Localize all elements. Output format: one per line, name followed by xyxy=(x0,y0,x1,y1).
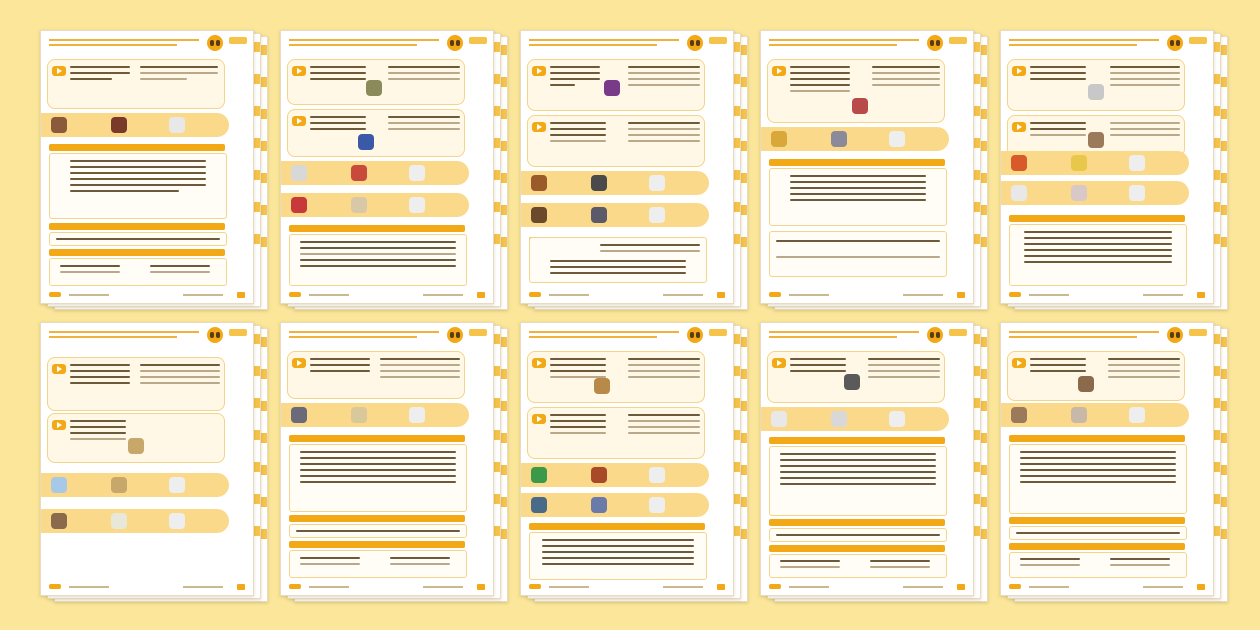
worksheet-front-page xyxy=(280,30,494,304)
page-number xyxy=(1197,584,1205,590)
play-icon xyxy=(532,414,546,424)
activity-block xyxy=(287,109,465,157)
worksheet-title xyxy=(529,38,679,46)
footer-logo xyxy=(289,292,301,297)
picture-icon xyxy=(591,467,607,483)
section-heading-bar xyxy=(289,541,465,548)
footer-text xyxy=(789,586,829,588)
picture-icon xyxy=(169,117,185,133)
section-heading-bar xyxy=(49,144,225,151)
page-tag xyxy=(229,37,247,44)
activity-block xyxy=(527,407,705,459)
page-number xyxy=(237,292,245,298)
footer-text xyxy=(549,586,589,588)
section-heading-bar xyxy=(1009,215,1185,222)
footer-logo xyxy=(769,584,781,589)
footer-text xyxy=(1143,586,1183,588)
worksheet-title xyxy=(769,330,919,338)
picture-word-row xyxy=(1001,181,1189,205)
play-icon xyxy=(292,358,306,368)
checklist-panel xyxy=(769,554,947,578)
footer-text xyxy=(789,294,829,296)
worksheet-stack-2[interactable] xyxy=(280,30,506,308)
twinkl-characters-logo xyxy=(1167,327,1183,343)
footer-logo xyxy=(289,584,301,589)
worksheet-title xyxy=(49,330,199,338)
picture-icon xyxy=(409,197,425,213)
picture-icon xyxy=(358,134,374,150)
play-icon xyxy=(1012,66,1026,76)
picture-word-row xyxy=(281,161,469,185)
play-icon xyxy=(52,420,66,430)
page-number xyxy=(1197,292,1205,298)
picture-icon xyxy=(1088,132,1104,148)
picture-icon xyxy=(291,407,307,423)
picture-word-row xyxy=(281,403,469,427)
picture-icon xyxy=(111,117,127,133)
picture-icon xyxy=(51,477,67,493)
play-icon xyxy=(52,66,66,76)
picture-icon xyxy=(591,497,607,513)
picture-icon xyxy=(594,378,610,394)
section-heading-bar xyxy=(769,437,945,444)
twinkl-characters-logo xyxy=(447,327,463,343)
twinkl-characters-logo xyxy=(447,35,463,51)
picture-icon xyxy=(649,467,665,483)
footer-logo xyxy=(49,292,61,297)
activity-block xyxy=(287,351,465,399)
reading-panel xyxy=(529,532,707,580)
picture-icon xyxy=(531,207,547,223)
section-heading-bar xyxy=(1009,543,1185,550)
picture-word-row xyxy=(761,407,949,431)
picture-icon xyxy=(1011,155,1027,171)
section-heading-bar xyxy=(289,515,465,522)
picture-icon xyxy=(591,207,607,223)
picture-icon xyxy=(351,407,367,423)
footer-logo xyxy=(529,584,541,589)
footer-logo xyxy=(1009,584,1021,589)
picture-icon xyxy=(771,131,787,147)
worksheet-title xyxy=(289,330,439,338)
footer-text xyxy=(423,586,463,588)
footer-logo xyxy=(49,584,61,589)
picture-icon xyxy=(1078,376,1094,392)
page-tag xyxy=(469,329,487,336)
section-heading-bar xyxy=(1009,517,1185,524)
section-heading-bar xyxy=(769,159,945,166)
page-tag xyxy=(709,329,727,336)
play-icon xyxy=(772,66,786,76)
picture-word-row xyxy=(281,193,469,217)
picture-icon xyxy=(831,411,847,427)
activity-block xyxy=(47,59,225,109)
picture-icon xyxy=(852,98,868,114)
picture-icon xyxy=(771,411,787,427)
reading-panel xyxy=(1009,444,1187,514)
section-heading-bar xyxy=(769,519,945,526)
checklist-panel xyxy=(1009,552,1187,578)
checklist-panel xyxy=(49,258,227,286)
page-tag xyxy=(949,329,967,336)
twinkl-characters-logo xyxy=(927,35,943,51)
picture-icon xyxy=(1071,407,1087,423)
footer-logo xyxy=(529,292,541,297)
section-heading-bar xyxy=(769,545,945,552)
reading-panel xyxy=(1009,224,1187,286)
worksheet-title xyxy=(529,330,679,338)
activity-block xyxy=(767,351,945,403)
footer-text xyxy=(549,294,589,296)
picture-icon xyxy=(409,407,425,423)
worksheet-front-page xyxy=(760,30,974,304)
picture-icon xyxy=(51,513,67,529)
reading-panel xyxy=(289,444,467,512)
page-number xyxy=(957,584,965,590)
picture-word-row xyxy=(41,509,229,533)
picture-icon xyxy=(128,438,144,454)
picture-icon xyxy=(169,513,185,529)
footer-text xyxy=(1029,586,1069,588)
footer-logo xyxy=(769,292,781,297)
picture-icon xyxy=(351,165,367,181)
page-number xyxy=(477,292,485,298)
activity-block xyxy=(1007,351,1185,401)
word-list-panel xyxy=(1009,526,1187,540)
play-icon xyxy=(52,364,66,374)
twinkl-characters-logo xyxy=(687,35,703,51)
reading-panel xyxy=(769,446,947,516)
picture-icon xyxy=(1071,185,1087,201)
play-icon xyxy=(532,66,546,76)
worksheet-title xyxy=(289,38,439,46)
twinkl-characters-logo xyxy=(1167,35,1183,51)
footer-text xyxy=(903,294,943,296)
word-list-panel xyxy=(289,524,467,538)
picture-icon xyxy=(531,467,547,483)
picture-icon xyxy=(351,197,367,213)
worksheet-front-page xyxy=(520,30,734,304)
activity-block xyxy=(527,351,705,403)
page-tag xyxy=(1189,37,1207,44)
page-tag xyxy=(709,37,727,44)
footer-text xyxy=(1029,294,1069,296)
footer-text xyxy=(183,294,223,296)
picture-icon xyxy=(1088,84,1104,100)
worksheet-front-page xyxy=(280,322,494,596)
picture-icon xyxy=(111,477,127,493)
picture-word-row xyxy=(521,463,709,487)
section-heading-bar xyxy=(49,223,225,230)
picture-icon xyxy=(1071,155,1087,171)
worksheet-title xyxy=(1009,38,1159,46)
picture-icon xyxy=(604,80,620,96)
page-tag xyxy=(469,37,487,44)
picture-icon xyxy=(889,131,905,147)
picture-icon xyxy=(1129,185,1145,201)
picture-icon xyxy=(366,80,382,96)
footer-text xyxy=(1143,294,1183,296)
worksheet-front-page xyxy=(520,322,734,596)
footer-text xyxy=(69,294,109,296)
section-heading-bar xyxy=(529,523,705,530)
picture-icon xyxy=(831,131,847,147)
worksheet-stack-5[interactable] xyxy=(1000,30,1226,308)
picture-icon xyxy=(169,477,185,493)
reading-panel xyxy=(289,234,467,286)
activity-block xyxy=(527,115,705,167)
page-number xyxy=(957,292,965,298)
footer-logo xyxy=(1009,292,1021,297)
worksheet-stack-7[interactable] xyxy=(280,322,506,600)
footer-text xyxy=(663,586,703,588)
picture-icon xyxy=(531,175,547,191)
worksheet-front-page xyxy=(40,30,254,304)
page-tag xyxy=(949,37,967,44)
word-list-panel xyxy=(769,528,947,542)
picture-word-row xyxy=(1001,403,1189,427)
twinkl-characters-logo xyxy=(207,35,223,51)
play-icon xyxy=(772,358,786,368)
worksheet-stack-1[interactable] xyxy=(40,30,266,308)
twinkl-characters-logo xyxy=(927,327,943,343)
footer-text xyxy=(903,586,943,588)
picture-word-row xyxy=(761,127,949,151)
picture-word-row xyxy=(41,473,229,497)
reading-panel xyxy=(49,153,227,219)
twinkl-characters-logo xyxy=(207,327,223,343)
worksheet-stack-8[interactable] xyxy=(520,322,746,600)
picture-word-row xyxy=(521,171,709,195)
play-icon xyxy=(532,358,546,368)
page-number xyxy=(477,584,485,590)
picture-icon xyxy=(1129,155,1145,171)
activity-block xyxy=(47,413,225,463)
worksheet-front-page xyxy=(40,322,254,596)
play-icon xyxy=(1012,122,1026,132)
worksheet-front-page xyxy=(760,322,974,596)
page-number xyxy=(717,292,725,298)
worksheet-front-page xyxy=(1000,322,1214,596)
picture-icon xyxy=(51,117,67,133)
worksheet-front-page xyxy=(1000,30,1214,304)
picture-icon xyxy=(649,175,665,191)
twinkl-characters-logo xyxy=(687,327,703,343)
worksheet-title xyxy=(49,38,199,46)
play-icon xyxy=(1012,358,1026,368)
play-icon xyxy=(292,116,306,126)
activity-block xyxy=(1007,59,1185,111)
worksheet-stack-10[interactable] xyxy=(1000,322,1226,600)
footer-text xyxy=(309,294,349,296)
picture-icon xyxy=(1129,407,1145,423)
section-heading-bar xyxy=(289,225,465,232)
footer-text xyxy=(69,586,109,588)
play-icon xyxy=(292,66,306,76)
picture-icon xyxy=(1011,185,1027,201)
footer-text xyxy=(183,586,223,588)
play-icon xyxy=(532,122,546,132)
page-tag xyxy=(1189,329,1207,336)
checklist-panel xyxy=(289,550,467,578)
activity-block xyxy=(47,357,225,411)
section-heading-bar xyxy=(289,435,465,442)
picture-icon xyxy=(649,207,665,223)
section-heading-bar xyxy=(49,249,225,256)
activity-block xyxy=(767,59,945,123)
picture-icon xyxy=(111,513,127,529)
word-sort-panel xyxy=(769,231,947,277)
footer-text xyxy=(309,586,349,588)
activity-block xyxy=(287,59,465,105)
picture-icon xyxy=(531,497,547,513)
picture-icon xyxy=(291,165,307,181)
footer-text xyxy=(423,294,463,296)
worksheet-stack-4[interactable] xyxy=(760,30,986,308)
worksheet-stack-3[interactable] xyxy=(520,30,746,308)
picture-word-row xyxy=(521,203,709,227)
picture-icon xyxy=(1011,407,1027,423)
picture-word-row xyxy=(521,493,709,517)
reading-panel xyxy=(529,237,707,283)
activity-block xyxy=(527,59,705,111)
picture-icon xyxy=(649,497,665,513)
picture-icon xyxy=(291,197,307,213)
page-number xyxy=(237,584,245,590)
worksheet-title xyxy=(1009,330,1159,338)
worksheet-title xyxy=(769,38,919,46)
word-list-panel xyxy=(49,232,227,246)
worksheet-stack-9[interactable] xyxy=(760,322,986,600)
picture-word-row xyxy=(41,113,229,137)
page-number xyxy=(717,584,725,590)
footer-text xyxy=(663,294,703,296)
picture-icon xyxy=(409,165,425,181)
picture-icon xyxy=(591,175,607,191)
section-heading-bar xyxy=(1009,435,1185,442)
picture-word-row xyxy=(1001,151,1189,175)
picture-icon xyxy=(844,374,860,390)
reading-panel xyxy=(769,168,947,226)
worksheet-stack-6[interactable] xyxy=(40,322,266,600)
picture-icon xyxy=(889,411,905,427)
page-tag xyxy=(229,329,247,336)
